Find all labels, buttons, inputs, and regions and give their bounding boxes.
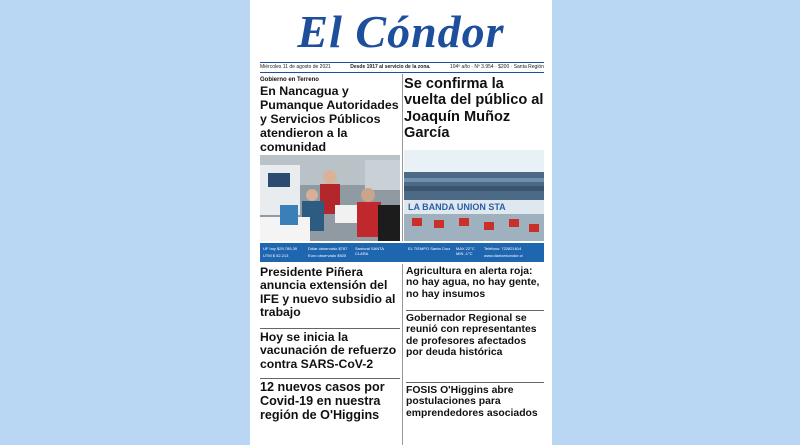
story-vacunacion[interactable]: Hoy se inicia la vacunación de refuerzo contra SARS-CoV-2 — [260, 330, 397, 371]
story-pinera-ife[interactable]: Presidente Piñera anuncia extensión del IFE y nuevo subsidio al trabajo — [260, 265, 396, 320]
utm-value: UTM $ 52.213 — [263, 253, 289, 258]
info-bar — [260, 243, 544, 262]
stadium-photo — [404, 150, 544, 241]
lead-photo — [260, 155, 400, 241]
weather-label: EL TIEMPO Santa Cruz — [408, 246, 451, 251]
lead-photo-image — [260, 155, 400, 241]
column-divider-top — [402, 74, 403, 241]
dateline — [260, 62, 544, 73]
website[interactable]: www.diarioelcondor.cl — [484, 253, 523, 258]
right-lead-headline[interactable]: Se confirma la vuelta del público al Joaquín Muñoz García — [404, 76, 544, 142]
lead-headline[interactable]: En Nancagua y Pumanque Autoridades y Servicios Públicos atendieron a la comunidad — [260, 84, 399, 154]
story-agricultura[interactable]: Agricultura en alerta roja: no hay agua, no hay gente, no hay insumos — [406, 266, 540, 300]
column-divider-bottom — [402, 264, 403, 445]
story-divider — [260, 378, 400, 379]
right-lead-story[interactable] — [404, 74, 544, 141]
lead-story[interactable] — [260, 74, 400, 154]
stadium-banner-text: LA BANDA UNION STA — [408, 202, 506, 212]
story-fosis[interactable]: FOSIS O'Higgins abre postulaciones para emprendedores asociados — [406, 385, 538, 419]
edition-date: Miércoles 11 de agosto de 2021 — [260, 64, 331, 70]
story-gobernador[interactable]: Gobernador Regional se reunió con representantes de profesores afectados por deuda histórica — [406, 313, 537, 359]
story-divider — [260, 328, 400, 329]
story-divider — [406, 310, 544, 311]
newspaper-front-page — [250, 0, 552, 445]
edition-info: 104º año · Nº 3.954 · $200 · Santa Región — [450, 64, 544, 70]
slogan: Desde 1917 al servicio de la zona. — [350, 64, 431, 70]
story-divider — [406, 382, 544, 383]
lead-kicker: Gobierno en Terreno — [260, 77, 319, 83]
dollar-value: Dólar observado $787 — [308, 246, 348, 251]
phone-number: Teléfono: 722821614 — [484, 246, 522, 251]
story-covid-casos[interactable]: 12 nuevos casos por Covid-19 en nuestra región de O'Higgins — [260, 380, 385, 422]
uf-value: UF hoy $29.789,39 — [263, 246, 298, 251]
masthead-title: El Cóndor — [297, 6, 505, 57]
euro-value: Euro observado $925 — [308, 253, 347, 258]
stadium-photo-image — [404, 150, 544, 241]
weather-temps: MAX 22°C MIN -1°C — [456, 246, 475, 256]
santoral: Santoral SANTA CLARA — [355, 246, 384, 256]
